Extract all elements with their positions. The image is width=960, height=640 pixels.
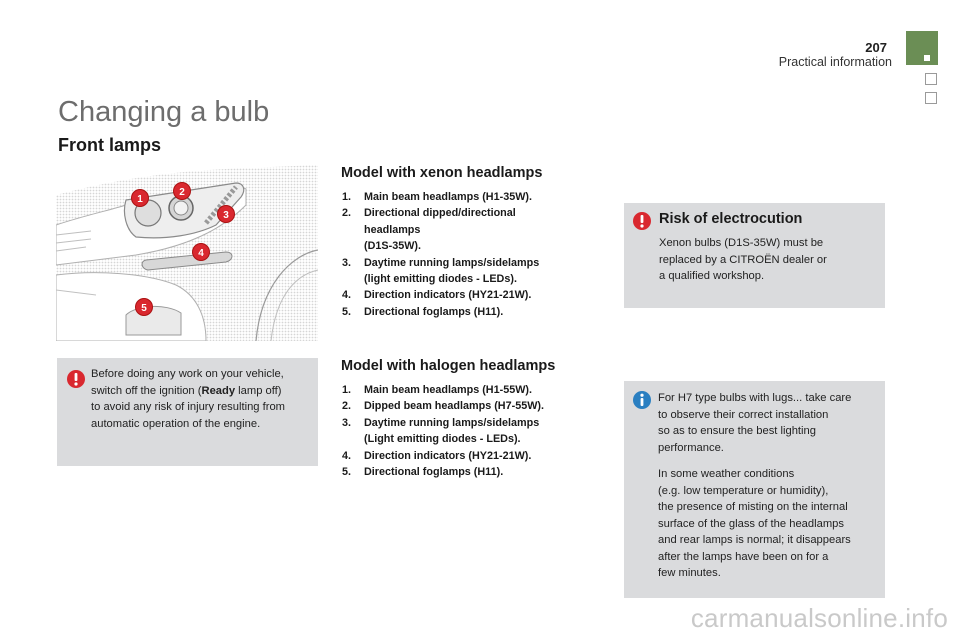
list-item [342, 464, 602, 480]
risk-line: replaced by a CITROËN dealer or [659, 253, 827, 266]
risk-line: a qualified workshop. [659, 270, 765, 282]
list-item [342, 382, 602, 398]
warning-line: automatic operation of the engine. [91, 417, 261, 430]
callout-2 [174, 183, 191, 200]
list-item-text: Daytime running lamps/sidelamps [364, 416, 540, 429]
risk-text [659, 235, 879, 285]
list-item [342, 189, 602, 205]
chapter-marker-box [925, 73, 937, 85]
xenon-list [342, 189, 602, 320]
svg-text:4: 4 [198, 248, 204, 259]
svg-text:1: 1 [137, 194, 143, 205]
list-item [342, 398, 602, 414]
risk-heading: Risk of electrocution [659, 211, 803, 227]
info-line: after the lamps have been on for a [658, 550, 829, 563]
list-item-number: 4. [342, 449, 352, 462]
list-item-text: Main beam headlamps (H1-35W). [364, 191, 532, 203]
list-item-text: Directional foglamps (H11). [364, 305, 504, 318]
halogen-list [342, 382, 602, 480]
info-line: few minutes. [658, 567, 721, 579]
list-item-text: (light emitting diodes - LEDs). [364, 273, 517, 286]
list-item-number: 1. [342, 384, 352, 396]
info-icon [632, 390, 652, 410]
info-line: to observe their correct installation [658, 408, 829, 421]
chapter-marker-box [925, 92, 937, 104]
warning-line: to avoid any risk of injury resulting from [91, 401, 285, 413]
list-item-number: 2. [342, 400, 352, 413]
watermark: carmanualsonline.info [690, 603, 948, 633]
info-line: so as to ensure the best lighting [658, 425, 816, 437]
list-item-number: 4. [342, 289, 352, 302]
list-item-text: Main beam headlamps (H1-55W). [364, 384, 532, 396]
info-line: the presence of misting on the internal [658, 501, 848, 513]
ready-label: Ready [201, 384, 236, 397]
svg-text:2: 2 [179, 187, 185, 198]
info-line: (e.g. low temperature or humidity), [658, 484, 829, 497]
page-number: 207 [865, 40, 887, 55]
list-item-text: (D1S-35W). [364, 240, 421, 253]
risk-line: Xenon bulbs (D1S-35W) must be [659, 237, 824, 249]
list-item [342, 255, 602, 288]
list-item [342, 448, 602, 464]
info-line: For H7 type bulbs with lugs... take care [658, 392, 852, 404]
callout-1 [132, 190, 149, 207]
list-item-number: 5. [342, 305, 352, 318]
list-item-text: Directional foglamps (H11). [364, 466, 504, 479]
warning-line: Before doing any work on your vehicle, [91, 368, 284, 380]
warning-text [91, 366, 311, 432]
info-line: surface of the glass of the headlamps [658, 517, 844, 530]
chapter-tab [906, 31, 938, 65]
info-line: and rear lamps is normal; it disappears [658, 534, 851, 546]
list-item [342, 304, 602, 320]
callout-5 [136, 299, 153, 316]
warning-line: switch off the ignition (Ready lamp off) [91, 384, 282, 397]
list-item-number: 5. [342, 466, 352, 479]
list-item [342, 287, 602, 303]
warning-icon [632, 211, 652, 231]
info-text [658, 390, 880, 582]
list-item-text: Dipped beam headlamps (H7-55W). [364, 400, 544, 413]
list-item-number: 2. [342, 207, 352, 220]
svg-text:3: 3 [223, 210, 229, 221]
section-title: Practical information [778, 55, 892, 69]
halogen-heading: Model with halogen headlamps [341, 358, 556, 374]
list-item-text: Daytime running lamps/sidelamps [364, 256, 540, 269]
list-item-text: Direction indicators (HY21-21W). [364, 289, 532, 302]
list-item [342, 205, 602, 254]
list-item-text: Direction indicators (HY21-21W). [364, 449, 532, 462]
warning-icon [66, 369, 86, 389]
list-item-number: 3. [342, 256, 352, 269]
info-line: performance. [658, 441, 724, 454]
callout-3 [218, 206, 235, 223]
list-item-text: Directional dipped/directional [364, 207, 516, 220]
list-item [342, 415, 602, 448]
list-item-number: 1. [342, 191, 352, 203]
list-item-text: headlamps [364, 223, 421, 236]
front-lamps-illustration [56, 165, 318, 341]
page-title: Changing a bulb [58, 96, 270, 128]
info-line: In some weather conditions [658, 468, 795, 480]
xenon-heading: Model with xenon headlamps [341, 165, 543, 181]
list-item-text: (Light emitting diodes - LEDs). [364, 433, 521, 446]
svg-text:5: 5 [141, 303, 147, 314]
list-item-number: 3. [342, 416, 352, 429]
callout-4 [193, 244, 210, 261]
section-heading: Front lamps [58, 135, 162, 155]
